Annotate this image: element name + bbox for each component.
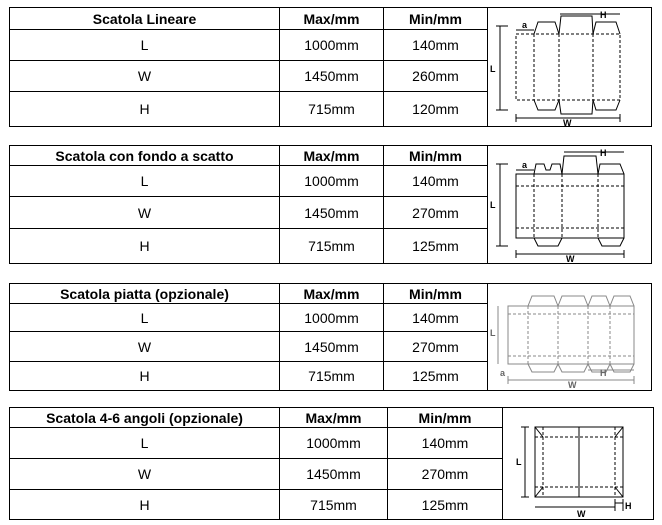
min-value: 125mm [388,490,503,520]
max-value: 1000mm [280,428,388,459]
box-diagram-angoli [503,408,654,520]
dim-label-l: L [490,200,496,210]
min-header: Min/mm [388,408,503,428]
max-value: 715mm [280,228,384,263]
max-value: 1000mm [280,304,384,332]
min-value: 270mm [388,459,503,490]
max-value: 1450mm [280,332,384,362]
dim-name: H [10,490,280,520]
max-value: 715mm [280,92,384,127]
table-title: Scatola Lineare [10,8,280,30]
spec-table-fondo-scatto [9,145,652,264]
min-value: 125mm [384,228,488,263]
min-value: 120mm [384,92,488,127]
table-title: Scatola con fondo a scatto [10,146,280,166]
min-header: Min/mm [384,146,488,166]
min-value: 260mm [384,61,488,92]
dim-name: L [10,166,280,197]
min-value: 270mm [384,332,488,362]
max-value: 1450mm [280,61,384,92]
table-title: Scatola 4-6 angoli (opzionale) [10,408,280,428]
min-value: 140mm [384,30,488,61]
max-value: 1000mm [280,30,384,61]
min-value: 140mm [384,166,488,197]
max-value: 715mm [280,362,384,391]
box-diagram-lineare [488,8,652,127]
min-header: Min/mm [384,284,488,304]
max-value: 1000mm [280,166,384,197]
spec-table-lineare [9,7,652,127]
dim-name: W [10,459,280,490]
dim-label-w: W [577,508,586,519]
dim-label-h: H [625,500,632,511]
min-value: 140mm [388,428,503,459]
dim-name: W [10,61,280,92]
dim-label-h: H [600,10,607,20]
dim-label-w: W [563,118,572,126]
dim-name: H [10,362,280,391]
dim-name: H [10,228,280,263]
max-value: 1450mm [280,197,384,228]
spec-table-piatta [9,283,652,391]
max-header: Max/mm [280,284,384,304]
dim-label-h: H [600,148,607,158]
spec-table-angoli [9,407,654,520]
min-value: 270mm [384,197,488,228]
dim-label-a: a [522,160,528,170]
dim-label-l: L [490,64,496,74]
box-diagram-fondo-scatto [488,146,652,264]
dim-label-a: a [522,20,528,30]
dim-name: H [10,92,280,127]
min-value: 140mm [384,304,488,332]
dim-name: W [10,197,280,228]
dim-name: L [10,304,280,332]
dim-label-l: L [516,456,522,467]
dim-label-l: L [490,328,496,338]
dim-label-h: H [600,368,607,378]
max-header: Max/mm [280,8,384,30]
dim-label-w: W [568,380,577,390]
dim-name: L [10,428,280,459]
max-header: Max/mm [280,408,388,428]
dim-label-w: W [566,254,575,263]
dim-label-a: a [500,368,506,378]
min-value: 125mm [384,362,488,391]
max-header: Max/mm [280,146,384,166]
table-title: Scatola piatta (opzionale) [10,284,280,304]
max-value: 1450mm [280,459,388,490]
dim-name: W [10,332,280,362]
box-diagram-piatta [488,284,652,391]
max-value: 715mm [280,490,388,520]
dim-name: L [10,30,280,61]
min-header: Min/mm [384,8,488,30]
